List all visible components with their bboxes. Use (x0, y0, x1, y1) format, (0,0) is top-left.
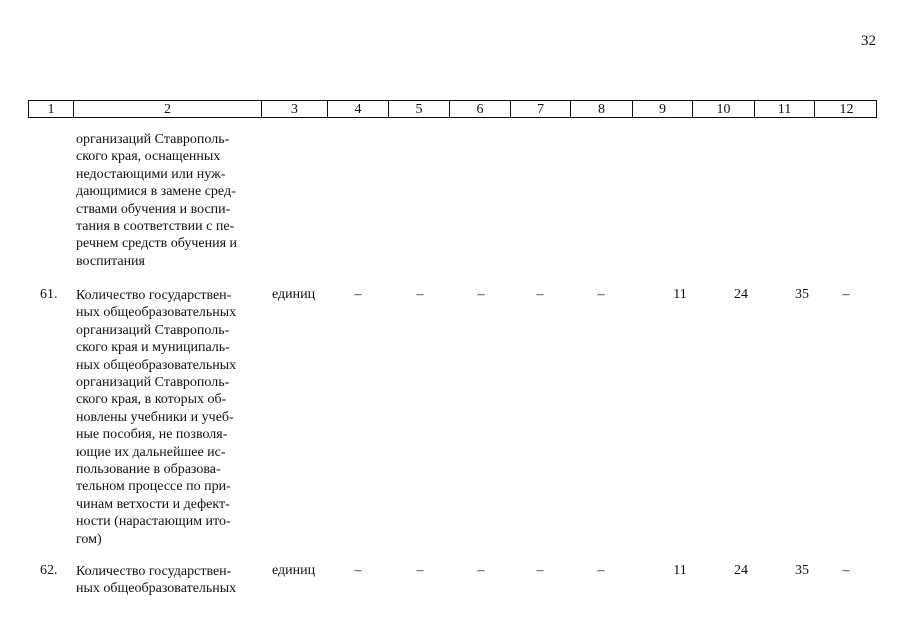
text-line: ных общеобразовательных (76, 305, 237, 321)
text-line: ского края, в которых об- (76, 392, 227, 408)
text-line: организаций Ставрополь- (76, 375, 230, 391)
header-col-12: 12 (839, 102, 854, 117)
text-line: организаций Ставрополь- (76, 322, 230, 338)
value-col-9: 11 (673, 563, 687, 578)
row-unit: единиц (272, 563, 316, 578)
text-line: ности (нарастающим ито- (76, 514, 231, 530)
value-col-10: 24 (734, 563, 748, 578)
header-col-1: 1 (29, 101, 74, 117)
value-col-6: – (477, 563, 485, 578)
header-col-2: 2 (74, 101, 262, 117)
text-line: чинам ветхости и дефект- (76, 496, 230, 512)
header-col-10: 10 (693, 101, 755, 117)
header-col-4: 4 (328, 101, 389, 117)
value-col-7: – (536, 563, 544, 578)
text-line: ющие их дальнейшее ис- (76, 444, 226, 460)
value-col-4: – (354, 563, 362, 578)
continuation-description (76, 131, 256, 270)
text-line: ского края, оснащенных (76, 149, 221, 165)
value-col-12: – (842, 287, 850, 302)
value-col-5: – (416, 287, 424, 302)
text-line: Количество государствен- (76, 564, 232, 579)
text-line: тельном процессе по при- (76, 479, 231, 495)
row-description (76, 287, 256, 548)
text-line: пользование в образова- (76, 462, 221, 478)
text-line: ные пособия, не позволя- (76, 427, 228, 443)
header-col-7: 7 (511, 101, 571, 117)
text-line: дающимися в замене сред- (76, 184, 236, 200)
text-line: тания в соответствии с пе- (76, 219, 235, 235)
text-line: воспитания (76, 253, 145, 269)
header-col-11: 11 (755, 101, 815, 117)
header-col-5: 5 (389, 101, 450, 117)
value-col-10: 24 (734, 287, 748, 302)
header-col-8: 8 (571, 101, 633, 117)
text-line: новлены учебники и учеб- (76, 409, 234, 425)
text-line: ствами обучения и воспи- (76, 201, 231, 217)
row-unit: единиц (272, 287, 316, 302)
value-col-11: 35 (795, 287, 809, 302)
row-number: 61. (40, 287, 58, 302)
text-line: гом) (76, 531, 102, 547)
row-number: 62. (40, 563, 58, 578)
value-col-11: 35 (795, 563, 809, 578)
page-number: 32 (861, 33, 876, 49)
text-line: недостающими или нуж- (76, 166, 226, 182)
text-line: ных общеобразовательных (76, 357, 237, 373)
text-line: речнем средств обучения и (76, 236, 238, 252)
value-col-5: – (416, 563, 424, 578)
text-line: ского края и муниципаль- (76, 340, 230, 356)
value-col-12: – (842, 563, 850, 578)
row-description (76, 563, 256, 598)
text-line: организаций Ставрополь- (76, 132, 230, 147)
header-col-3: 3 (262, 101, 328, 117)
value-col-9: 11 (673, 287, 687, 302)
value-col-4: – (354, 287, 362, 302)
value-col-8: – (597, 287, 605, 302)
value-col-8: – (597, 563, 605, 578)
header-col-6: 6 (450, 101, 511, 117)
value-col-6: – (477, 287, 485, 302)
text-line: Количество государствен- (76, 288, 232, 303)
header-col-9: 9 (633, 101, 693, 117)
value-col-7: – (536, 287, 544, 302)
table-header-row (28, 100, 877, 118)
text-line: ных общеобразовательных (76, 581, 237, 597)
